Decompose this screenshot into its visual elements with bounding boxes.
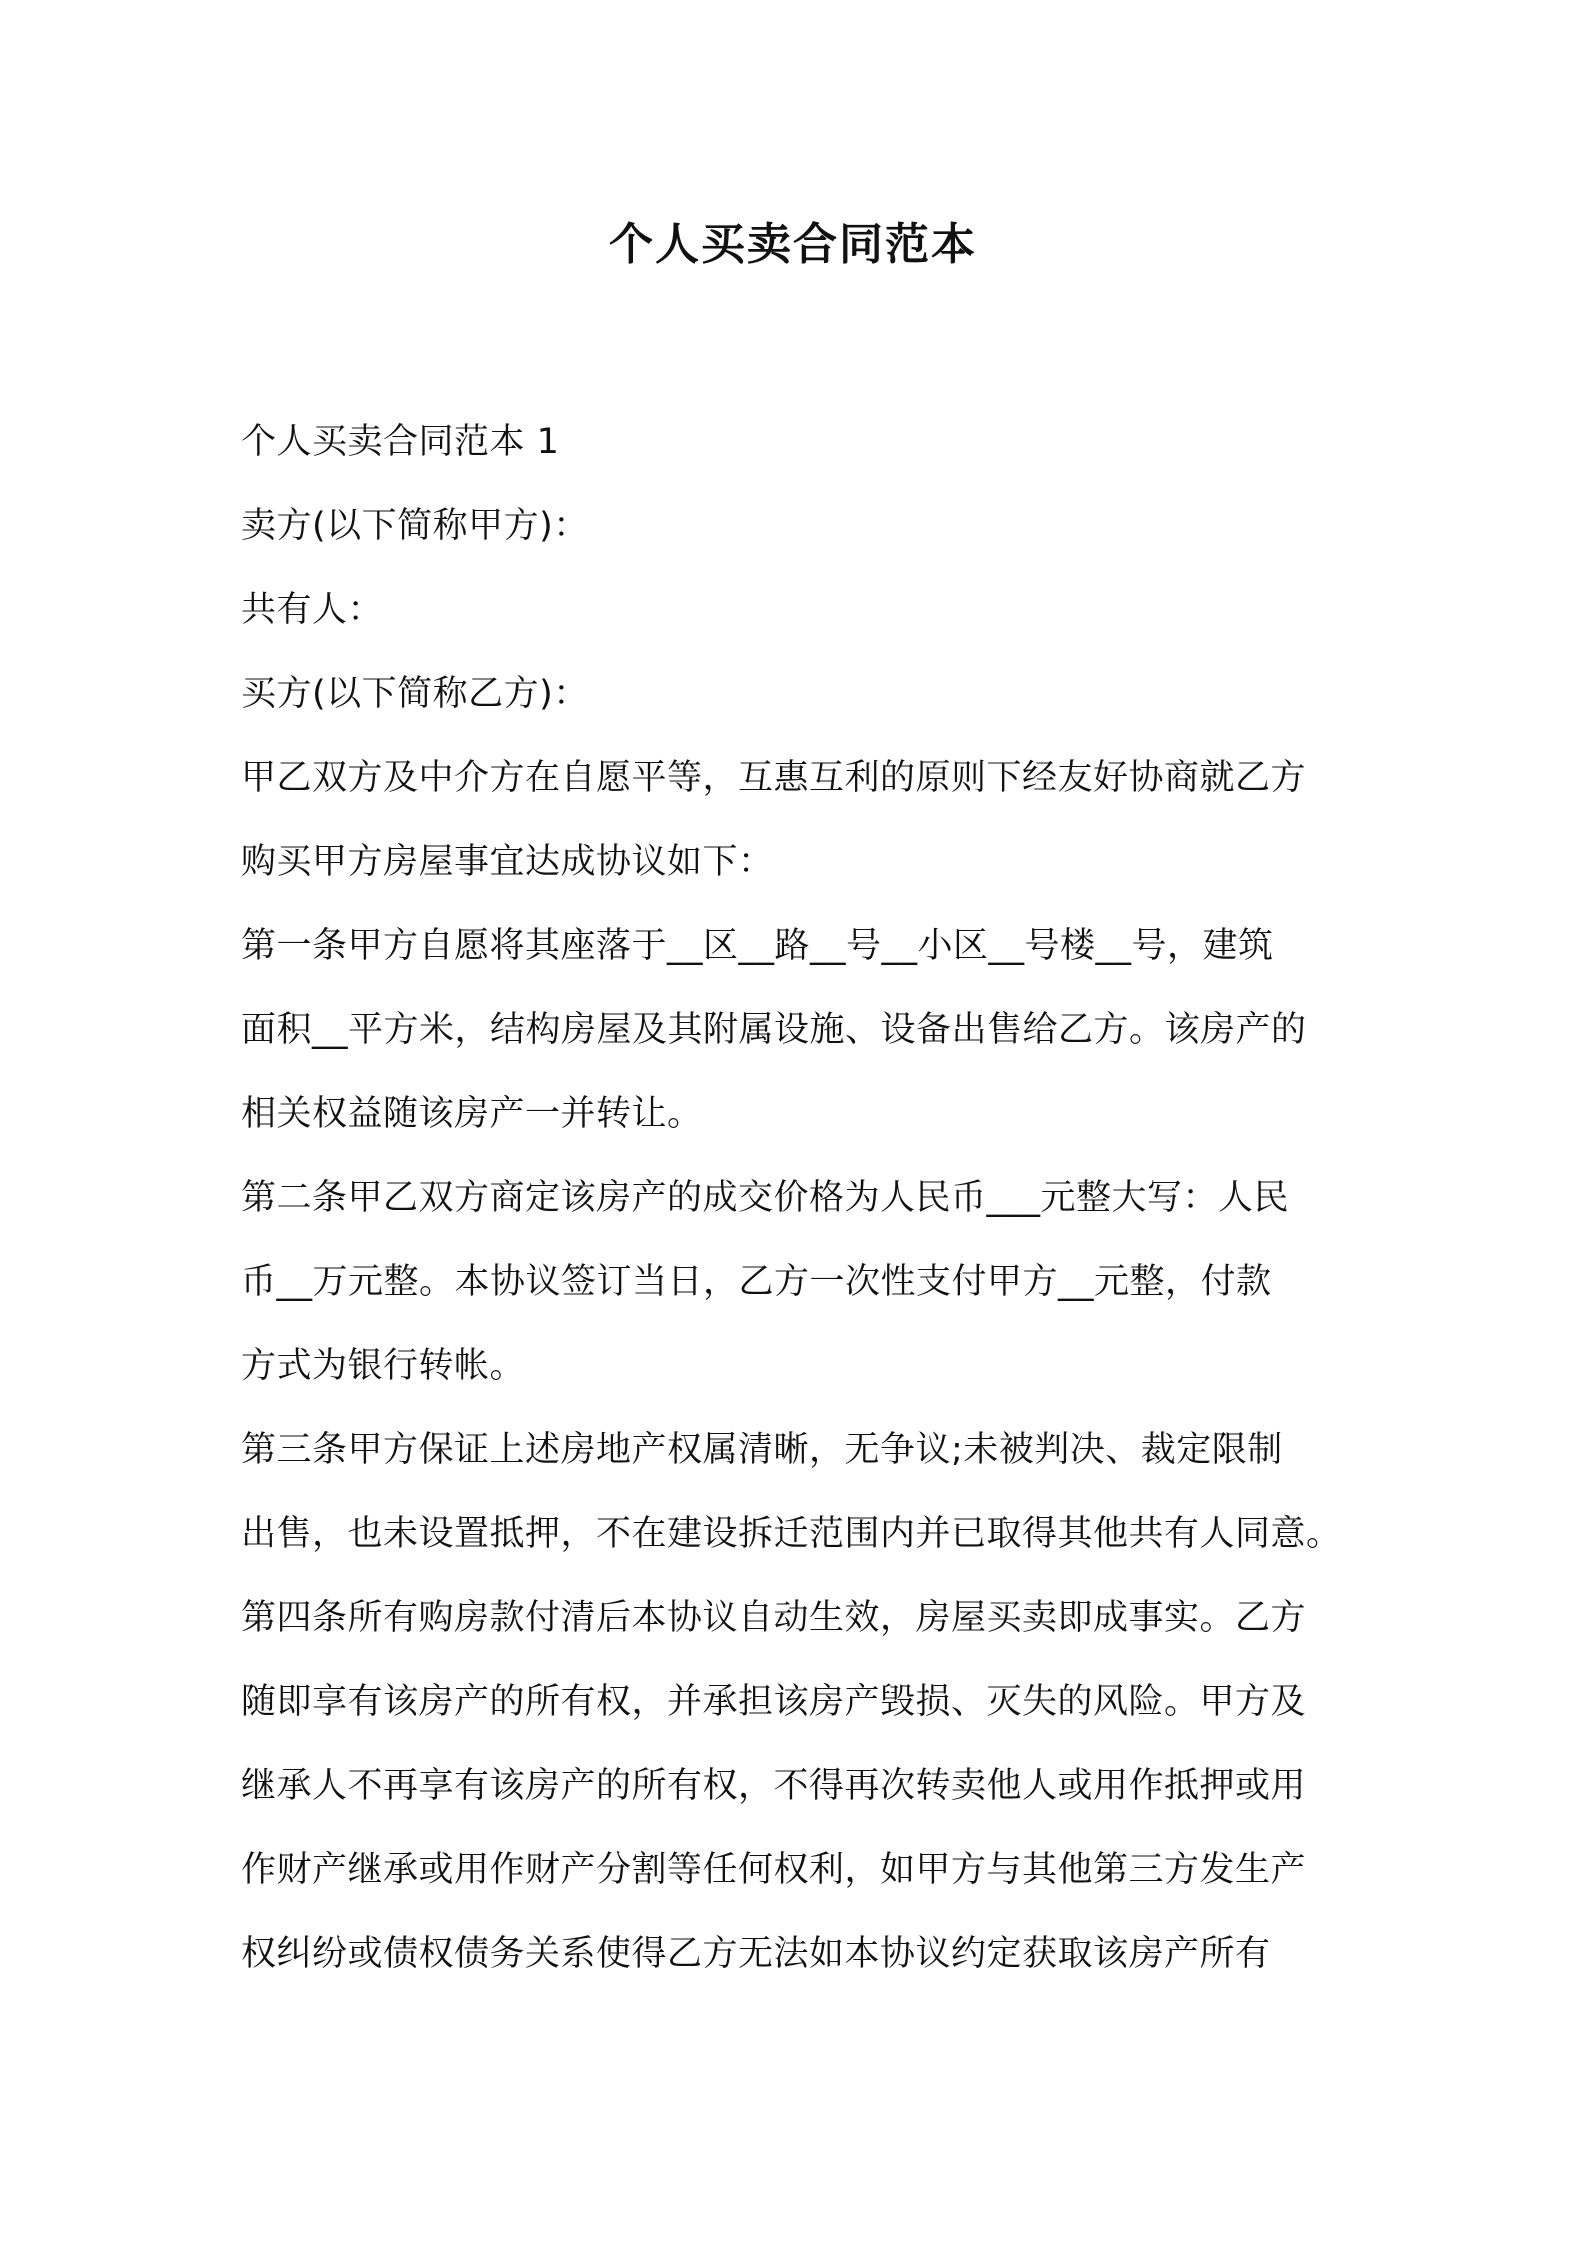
article-4-line: 第四条所有购房款付清后本协议自动生效，房屋买卖即成事实。乙方 — [241, 1598, 1307, 1638]
seller-field: 卖方(以下简称甲方)： — [241, 506, 589, 546]
preamble-line: 甲乙双方及中介方在自愿平等，互惠互利的原则下经友好协商就乙方 — [241, 758, 1307, 798]
article-2-line: 方式为银行转帐。 — [241, 1346, 526, 1386]
article-1-line: 相关权益随该房产一并转让。 — [241, 1094, 703, 1134]
document-title: 个人买卖合同范本 — [609, 219, 977, 270]
article-4-line: 继承人不再享有该房产的所有权，不得再次转卖他人或用作抵押或用 — [241, 1766, 1307, 1806]
article-2-line: 币__万元整。本协议签订当日，乙方一次性支付甲方__元整，付款 — [241, 1262, 1272, 1302]
co-owner-field: 共有人： — [241, 590, 384, 630]
article-4-line: 随即享有该房产的所有权，并承担该房产毁损、灭失的风险。甲方及 — [241, 1682, 1307, 1722]
buyer-field: 买方(以下简称乙方)： — [241, 674, 589, 714]
preamble-line: 购买甲方房屋事宜达成协议如下： — [241, 842, 774, 882]
article-4-line: 作财产继承或用作财产分割等任何权利，如甲方与其他第三方发生产 — [241, 1850, 1307, 1890]
article-3-line: 出售，也未设置抵押，不在建设拆迁范围内并已取得其他共有人同意。 — [241, 1514, 1342, 1554]
article-4-line: 权纠纷或债权债务关系使得乙方无法如本协议约定获取该房产所有 — [241, 1934, 1271, 1974]
section-heading: 个人买卖合同范本 1 — [241, 422, 560, 462]
document-body — [241, 400, 1356, 1996]
article-1-line: 面积__平方米，结构房屋及其附属设施、设备出售给乙方。该房产的 — [241, 1010, 1307, 1050]
article-3-line: 第三条甲方保证上述房地产权属清晰，无争议;未被判决、裁定限制 — [241, 1430, 1283, 1470]
article-2-line: 第二条甲乙双方商定该房产的成交价格为人民币___元整大写：人民 — [241, 1178, 1290, 1218]
article-1-line: 第一条甲方自愿将其座落于__区__路__号__小区__号楼__号，建筑 — [241, 926, 1274, 966]
